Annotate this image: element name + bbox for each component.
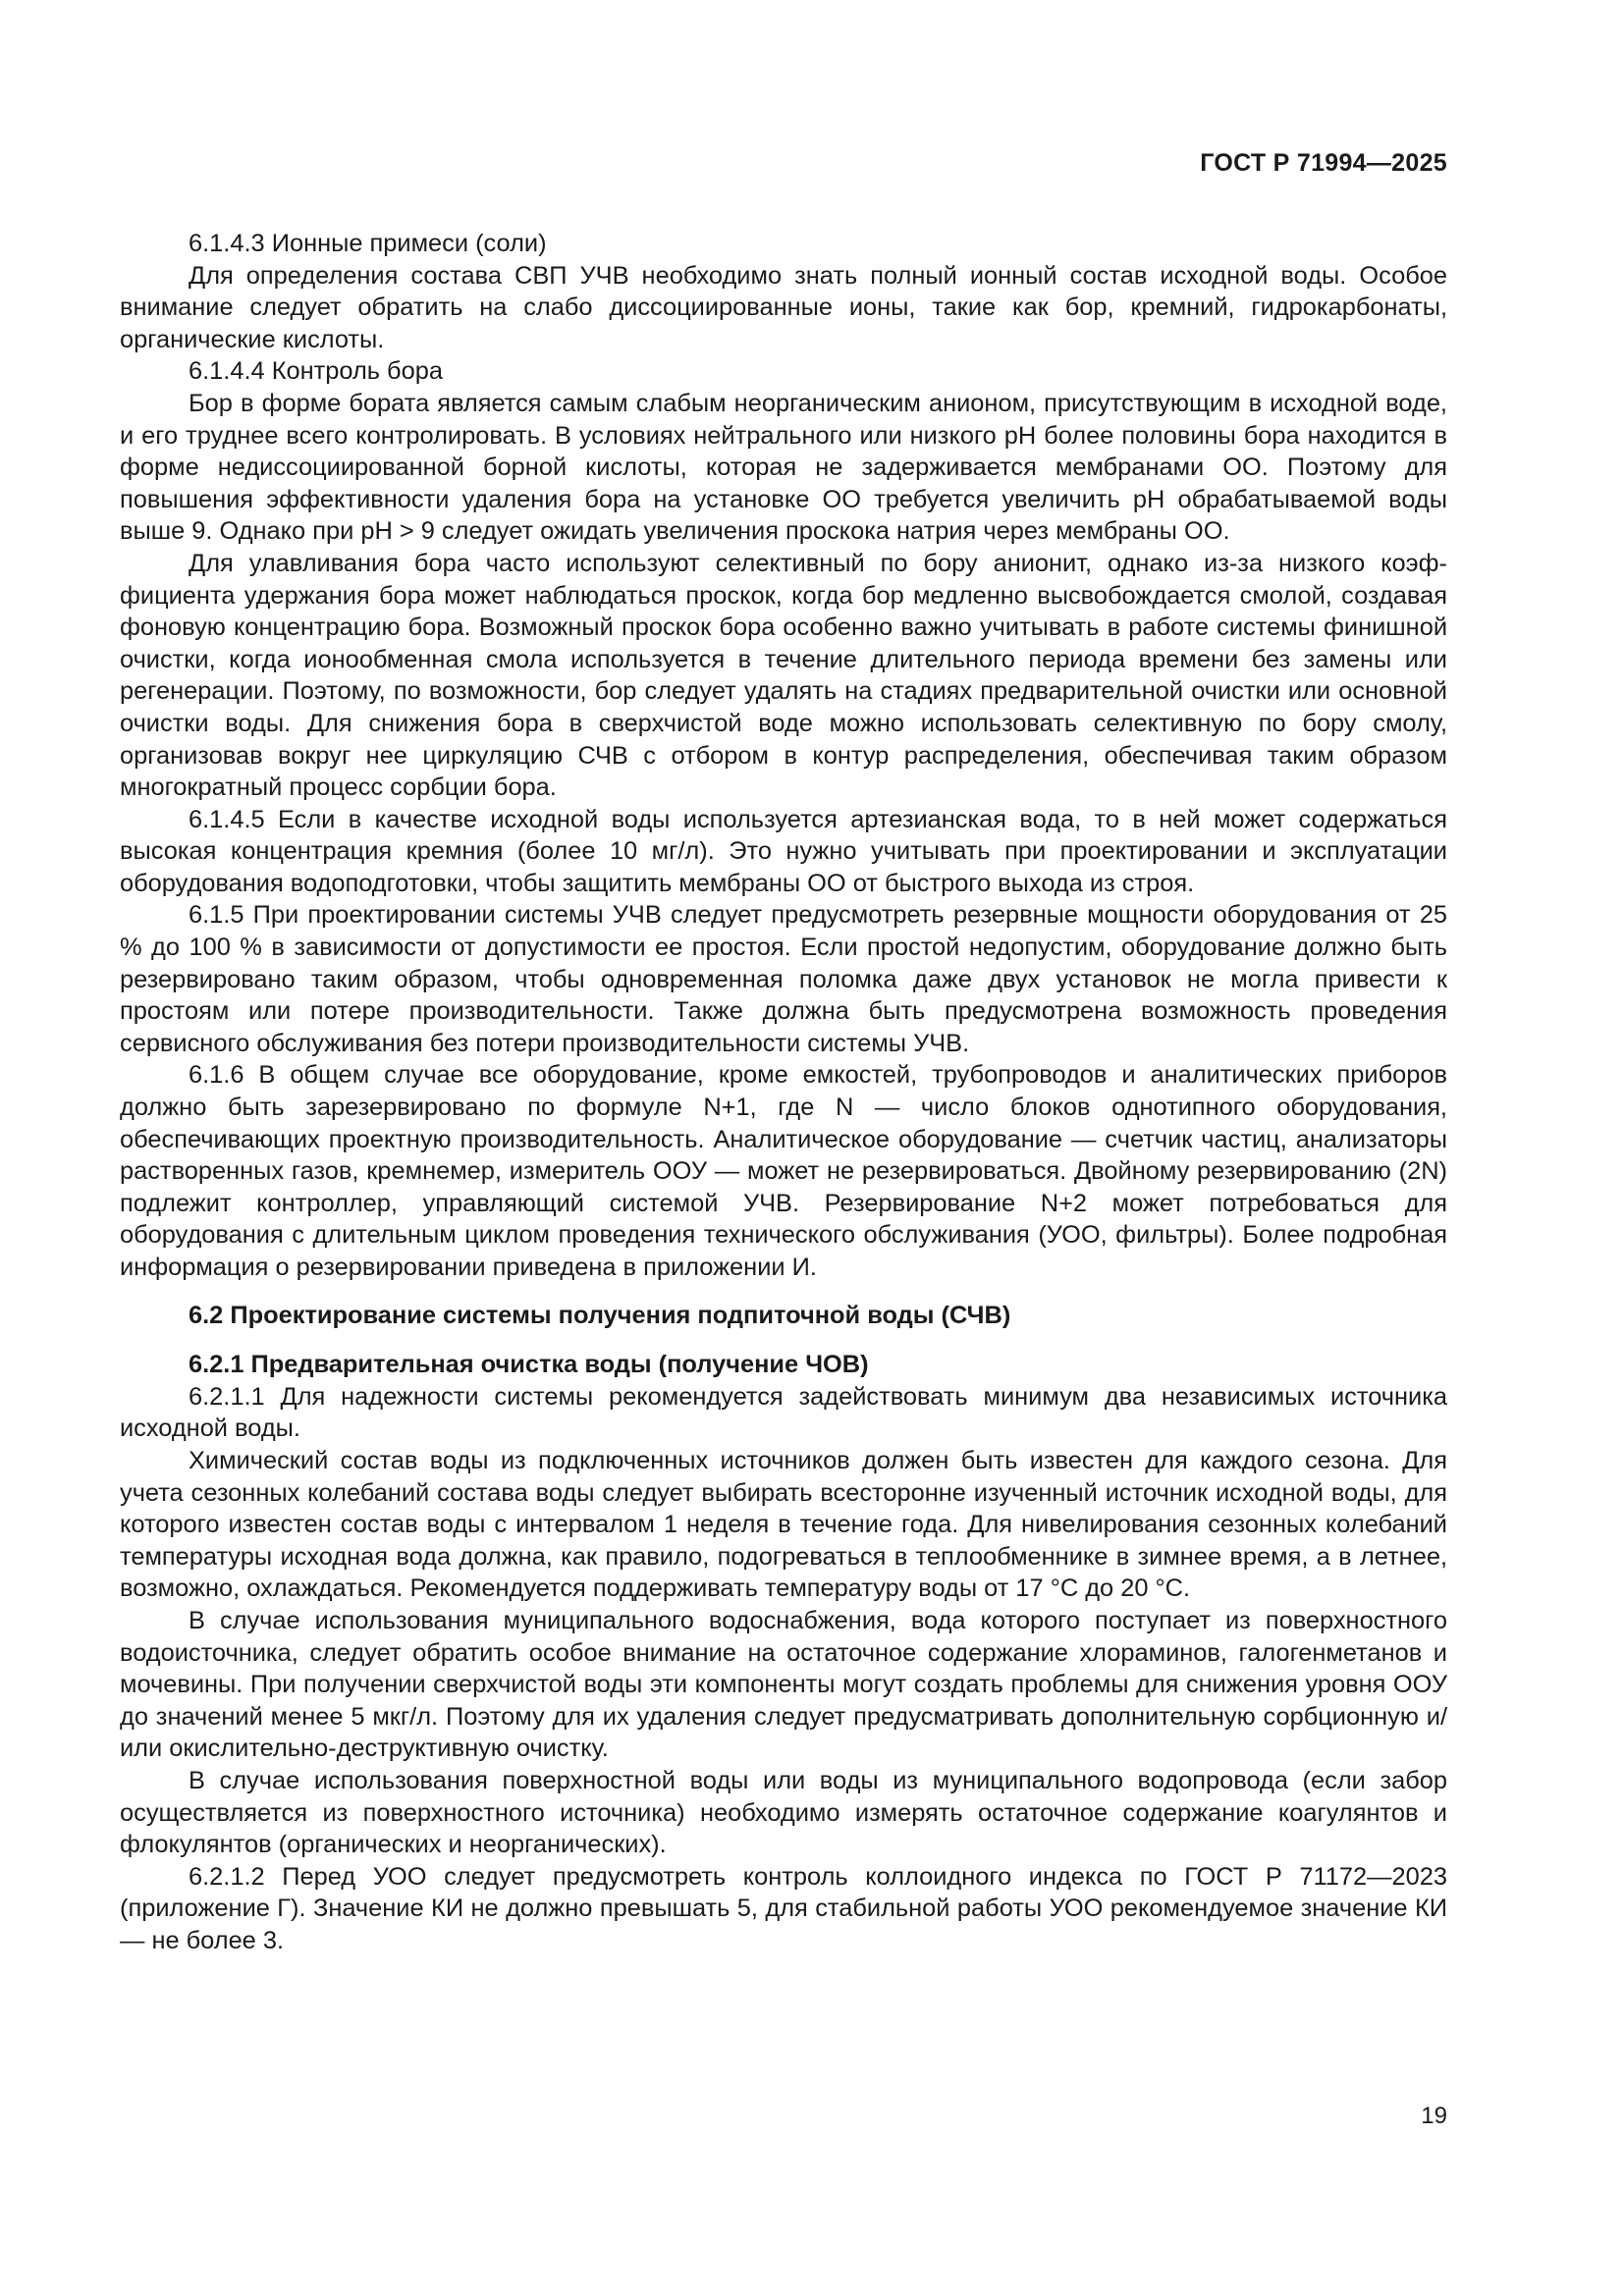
clause-6-2-1-1-text-2: Химический состав воды из подключенных источников должен быть известен для каждого сезона. Для учета сезонных колебаний состава воды следует выбирать всесторонне изученный источник исходной воды, для которого известен состав воды с интервалом 1 неделя в течение года. Для нивелирования сезонных колебаний температуры исходная вода должна, как правило, подогреваться в теплообменнике в зимнее время, а в летнее, возможно, охлаждаться. Рекомендуется поддерживать температуру воды от 17 °С до 20 °С. <box>120 1446 1447 1603</box>
clause-6-1-4-4-title: 6.1.4.4 Контроль бора <box>189 357 443 386</box>
clause-6-2-1-1: 6.2.1.1 Для надежности системы рекомендуется задействовать минимум два независимых источника исходной воды. <box>120 1382 1447 1443</box>
clause-6-1-4-5: 6.1.4.5 Если в качестве исходной воды используется артезианская вода, то в ней может содержаться высокая концентрация кремния (более 10 мг/л). Это нужно учитывать при проектировании и эксплуатации оборудования водоподготовки, чтобы защитить мембраны ОО от быстрого выхода из строя. <box>120 805 1447 897</box>
document-code-header: ГОСТ Р 71994—2025 <box>1200 149 1447 177</box>
clause-6-1-4-4-text-2: Для улавливания бора часто используют селективный по бору анионит, однако из-за низкого коэффициента удержания бора может наблюдаться проскок, когда бор медленно высвобождается смолой, создавая фоновую концентрацию бора. Возможный проскок бора особенно важно учитывать в работе системы финишной очистки, когда ионообменная смола используется в течение длительного периода времени без замены или регенерации. Поэтому, по возможности, бор следует удалять на стадиях предварительной очистки или основной очистки воды. Для снижения бора в сверхчистой воде можно использовать селективную по бору смолу, организовав вокруг нее циркуляцию СЧВ с отбором в контур распределения, обеспечивая таким образом многократный процесс сорбции бора. <box>120 549 1447 802</box>
page-content <box>120 228 1447 1956</box>
clause-6-2-1-1-text-3: В случае использования муниципального водоснабжения, вода которого поступает из поверхностного водоисточника, следует обратить особое внимание на остаточное содержание хлораминов, галогенметанов и мочевины. При получении сверхчистой воды эти компоненты могут создать проблемы для снижения уровня ООУ до значений менее 5 мкг/л. Поэтому для их удаления следует предусматривать дополнительную сорбционную и/или окислительно-деструктивную очистку. <box>120 1606 1447 1763</box>
subsection-6-2-1-heading: 6.2.1 Предварительная очистка воды (получение ЧОВ) <box>189 1351 869 1379</box>
clause-6-1-4-3-text: Для определения состава СВП УЧВ необходимо знать полный ионный состав исходной воды. Особое внимание следует обратить на слабо диссоциированные ионы, такие как бор, кремний, гидрокарбонаты, органические кислоты. <box>120 261 1447 353</box>
clause-6-1-4-4-text-1: Бор в форме бората является самым слабым неорганическим анионом, присутствующим в исходной воде, и его труднее всего контролировать. В условиях нейтрального или низкого pH более половины бора находится в форме недиссоциированной борной кислоты, которая не задерживается мембранами ОО. Поэтому для повышения эффективности удаления бора на установке ОО требуется увеличить pH обрабатываемой воды выше 9. Однако при pH > 9 следует ожидать увеличения проскока натрия через мембраны ОО. <box>120 389 1447 546</box>
clause-6-2-1-2: 6.2.1.2 Перед УОО следует предусмотреть контроль коллоидного индекса по ГОСТ Р 71172—2023 (приложение Г). Значение КИ не должно превышать 5, для стабильной работы УОО рекомендуемое значение КИ — не более 3. <box>120 1862 1447 1954</box>
clause-6-1-5: 6.1.5 При проектировании системы УЧВ следует предусмотреть резервные мощности оборудования от 25 % до 100 % в зависимости от допустимости ее простоя. Если простой недопустим, оборудование должно быть резервировано таким образом, чтобы одновременная поломка даже двух установок не могла привести к простоям или потере производительности. Также должна быть предусмотрена возможность проведения сервисного обслуживания без потери производительности системы УЧВ. <box>120 901 1447 1057</box>
clause-6-1-4-3-title: 6.1.4.3 Ионные примеси (соли) <box>189 230 547 257</box>
clause-6-1-6: 6.1.6 В общем случае все оборудование, кроме емкостей, трубопроводов и аналитических приборов должно быть зарезервировано по формуле N+1, где N — число блоков однотипного оборудования, обеспечивающих проектную производительность. Аналитическое оборудование — счетчик частиц, анализаторы растворенных газов, кремнемер, измеритель ООУ — может не резервироваться. Двойному резервированию (2N) подлежит контроллер, управляющий системой УЧВ. Резервирование N+2 может потребоваться для оборудования с длительным циклом проведения технического обслуживания (УОО, фильтры). Более подробная информация о резервировании приведена в приложении И. <box>120 1061 1447 1281</box>
clause-6-2-1-1-text-4: В случае использования поверхностной воды или воды из муниципального водопровода (если забор осуществляется из поверхностного источника) необходимо измерять остаточное содержание коагулянтов и флокулянтов (органических и неорганических). <box>120 1766 1447 1859</box>
section-6-2-heading: 6.2 Проектирование системы получения подпиточной воды (СЧВ) <box>189 1301 1011 1329</box>
page-number: 19 <box>1421 2103 1447 2129</box>
